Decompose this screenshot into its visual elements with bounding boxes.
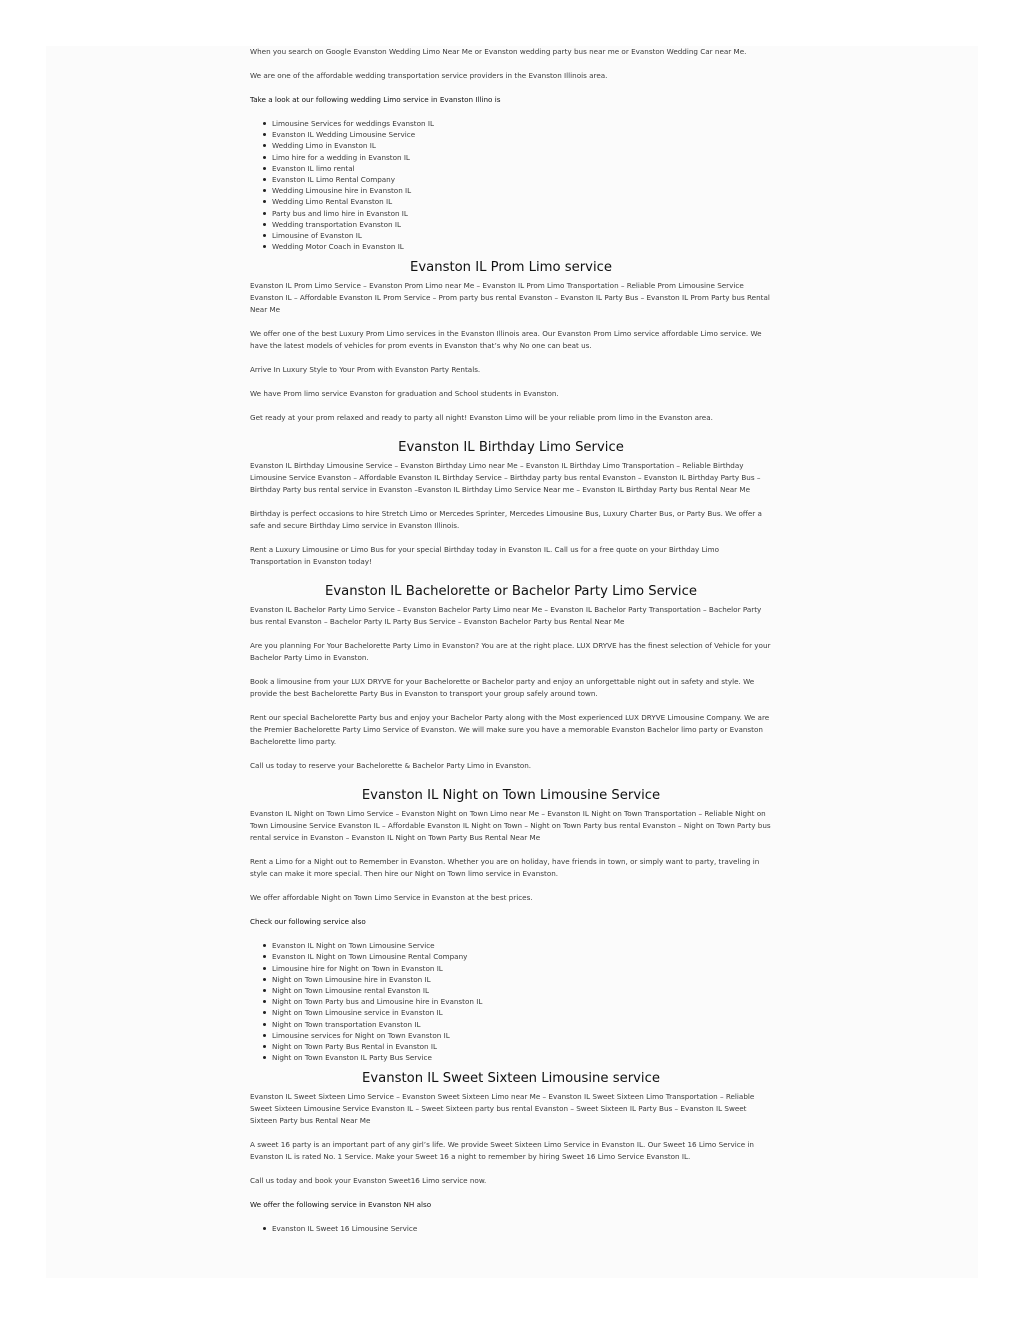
night-list-lead: Check our following service also	[250, 917, 366, 927]
prom-paragraph: We offer one of the best Luxury Prom Limo services in the Evanston Illinois area. Our Evanston Prom Limo service affordable Limo service. We have the latest models of vehicles for prom events in Evanston that’s why No one can beat us.	[250, 329, 762, 351]
list-item: Wedding Limo Rental Evanston IL	[272, 196, 772, 207]
prom-paragraph: Evanston IL Prom Limo Service – Evanston Prom Limo near Me – Evanston IL Prom Limo Transportation – Reliable Prom Limousine Service Evanston IL – Affordable Evanston IL Prom Service – Prom party bus rental Evanston – Evanston IL Party Bus – Evanston IL Prom Party bus Rental Near Me	[250, 281, 770, 315]
list-item: Limousine of Evanston IL	[272, 230, 772, 241]
list-item: Evanston IL Night on Town Limousine Rental Company	[272, 951, 772, 962]
article-content	[250, 46, 772, 1235]
bachelor-paragraph: Call us today to reserve your Bachelorette & Bachelor Party Limo in Evanston.	[250, 761, 532, 771]
section-heading-sweet-sixteen: Evanston IL Sweet Sixteen Limousine service	[362, 1071, 660, 1087]
list-item: Wedding Limo in Evanston IL	[272, 140, 772, 151]
section-heading-bachelor: Evanston IL Bachelorette or Bachelor Party Limo Service	[325, 584, 697, 600]
sweet-paragraph: Evanston IL Sweet Sixteen Limo Service – Evanston Sweet Sixteen Limo near Me – Evanston IL Sweet Sixteen Limo Transportation – Reliable Sweet Sixteen Limousine Service Evanston IL – Sweet Sixteen party bus rental Evanston – Sweet Sixteen IL Party Bus – Evanston IL Sweet Sixteen Party bus Rental Near Me	[250, 1092, 755, 1126]
list-item: Limo hire for a wedding in Evanston IL	[272, 152, 772, 163]
list-item: Night on Town Limousine hire in Evanston IL	[272, 974, 772, 985]
wedding-list-lead: Take a look at our following wedding Limo service in Evanston Illino is	[250, 95, 501, 104]
bachelor-paragraph: Evanston IL Bachelor Party Limo Service – Evanston Bachelor Party Limo near Me – Evanston IL Bachelor Party Transportation – Bachelor Party bus rental Evanston – Bachelor Party IL Party Bus Service – Evanston Bachelor Party bus Rental Near Me	[250, 605, 762, 627]
intro-paragraph: When you search on Google Evanston Wedding Limo Near Me or Evanston wedding party bus near me or Evanston Wedding Car near Me.	[250, 47, 747, 56]
list-item: Evanston IL Limo Rental Company	[272, 174, 772, 185]
birthday-paragraph: Evanston IL Birthday Limousine Service – Evanston Birthday Limo near Me – Evanston IL Birthday Limo Transportation – Reliable Birthday Limousine Service Evanston – Affordable Evanston IL Birthday Service – Birthday party bus rental Evanston – Evanston IL Birthday Party Bus – Birthday Party bus rental service in Evanston –Evanston IL Birthday Limo Service Near me – Evanston IL Birthday Party bus Rental Near Me	[250, 461, 761, 495]
sweet-paragraph: A sweet 16 party is an important part of any girl’s life. We provide Sweet Sixteen Limo Service in Evanston IL. Our Sweet 16 Limo Service in Evanston IL is rated No. 1 Service. Make your Sweet 16 a night to remember by hiring Sweet 16 Limo Service Evanston IL.	[250, 1140, 754, 1162]
sweet-service-list	[250, 1223, 772, 1234]
bachelor-paragraph: Rent our special Bachelorette Party bus and enjoy your Bachelor Party along with the Most experienced LUX DRYVE Limousine Company. We are the Premier Bachelorette Party Limo Service of Evanston. We will make sure you have a memorable Evanston Bachelor limo party or Evanston Bachelorette limo party.	[250, 713, 770, 747]
section-heading-night: Evanston IL Night on Town Limousine Service	[361, 788, 661, 804]
list-item: Night on Town Limousine service in Evanston IL	[272, 1007, 772, 1018]
list-item: Party bus and limo hire in Evanston IL	[272, 208, 772, 219]
bachelor-paragraph: Are you planning For Your Bachelorette Party Limo in Evanston? You are at the right place. LUX DRYVE has the finest selection of Vehicle for your Bachelor Party Limo in Evanston.	[250, 641, 771, 663]
sweet-list-lead: We offer the following service in Evanston NH also	[250, 1200, 432, 1210]
intro-paragraph: We are one of the affordable wedding transportation service providers in the Evanston Illinois area.	[250, 71, 608, 80]
list-item: Wedding Limousine hire in Evanston IL	[272, 185, 772, 196]
list-item: Limousine Services for weddings Evanston IL	[272, 118, 772, 129]
birthday-paragraph: Birthday is perfect occasions to hire Stretch Limo or Mercedes Sprinter, Mercedes Limousine Bus, Luxury Charter Bus, or Party Bus. We offer a safe and secure Birthday Limo service in Evanston Illinois.	[250, 509, 762, 531]
birthday-paragraph: Rent a Luxury Limousine or Limo Bus for your special Birthday today in Evanston IL. Call us for a free quote on your Birthday Limo Transportation in Evanston today!	[250, 545, 720, 567]
sweet-paragraph: Call us today and book your Evanston Sweet16 Limo service now.	[250, 1176, 487, 1186]
list-item: Night on Town Evanston IL Party Bus Service	[272, 1052, 772, 1063]
list-item: Night on Town Limousine rental Evanston IL	[272, 985, 772, 996]
list-item: Night on Town Party bus and Limousine hire in Evanston IL	[272, 996, 772, 1007]
list-item: Limousine services for Night on Town Evanston IL	[272, 1030, 772, 1041]
list-item: Evanston IL Sweet 16 Limousine Service	[272, 1223, 772, 1234]
list-item: Night on Town transportation Evanston IL	[272, 1019, 772, 1030]
list-item: Wedding transportation Evanston IL	[272, 219, 772, 230]
list-item: Limousine hire for Night on Town in Evanston IL	[272, 963, 772, 974]
prom-paragraph: Arrive In Luxury Style to Your Prom with Evanston Party Rentals.	[250, 365, 481, 375]
section-heading-prom: Evanston IL Prom Limo service	[410, 260, 612, 276]
list-item: Evanston IL Wedding Limousine Service	[272, 129, 772, 140]
prom-paragraph: Get ready at your prom relaxed and ready to party all night! Evanston Limo will be your reliable prom limo in the Evanston area.	[250, 413, 713, 423]
bachelor-paragraph: Book a limousine from your LUX DRYVE for your Bachelorette or Bachelor party and enjoy an unforgettable night out in safety and style. We provide the best Bachelorette Party Bus in Evanston to transport your group safely around town.	[250, 677, 755, 699]
list-item: Evanston IL Night on Town Limousine Service	[272, 940, 772, 951]
night-paragraph: We offer affordable Night on Town Limo Service in Evanston at the best prices.	[250, 893, 533, 903]
prom-paragraph: We have Prom limo service Evanston for graduation and School students in Evanston.	[250, 389, 559, 399]
night-paragraph: Evanston IL Night on Town Limo Service – Evanston Night on Town Limo near Me – Evanston IL Night on Town Transportation – Reliable Night on Town Limousine Service Evanston IL – Affordable Evanston IL Night on Town – Night on Town Party bus rental Evanston – Night on Town Party bus rental service in Evanston – Evanston IL Night on Town Party Bus Rental Near Me	[250, 809, 771, 843]
night-paragraph: Rent a Limo for a Night out to Remember in Evanston. Whether you are on holiday, have friends in town, or simply want to party, traveling in style can make it more special. Then hire our Night on Town limo service in Evanston.	[250, 857, 760, 879]
wedding-service-list	[250, 118, 772, 252]
night-service-list	[250, 940, 772, 1063]
list-item: Evanston IL limo rental	[272, 163, 772, 174]
list-item: Wedding Motor Coach in Evanston IL	[272, 241, 772, 252]
list-item: Night on Town Party Bus Rental in Evanston IL	[272, 1041, 772, 1052]
section-heading-birthday: Evanston IL Birthday Limo Service	[398, 440, 624, 456]
